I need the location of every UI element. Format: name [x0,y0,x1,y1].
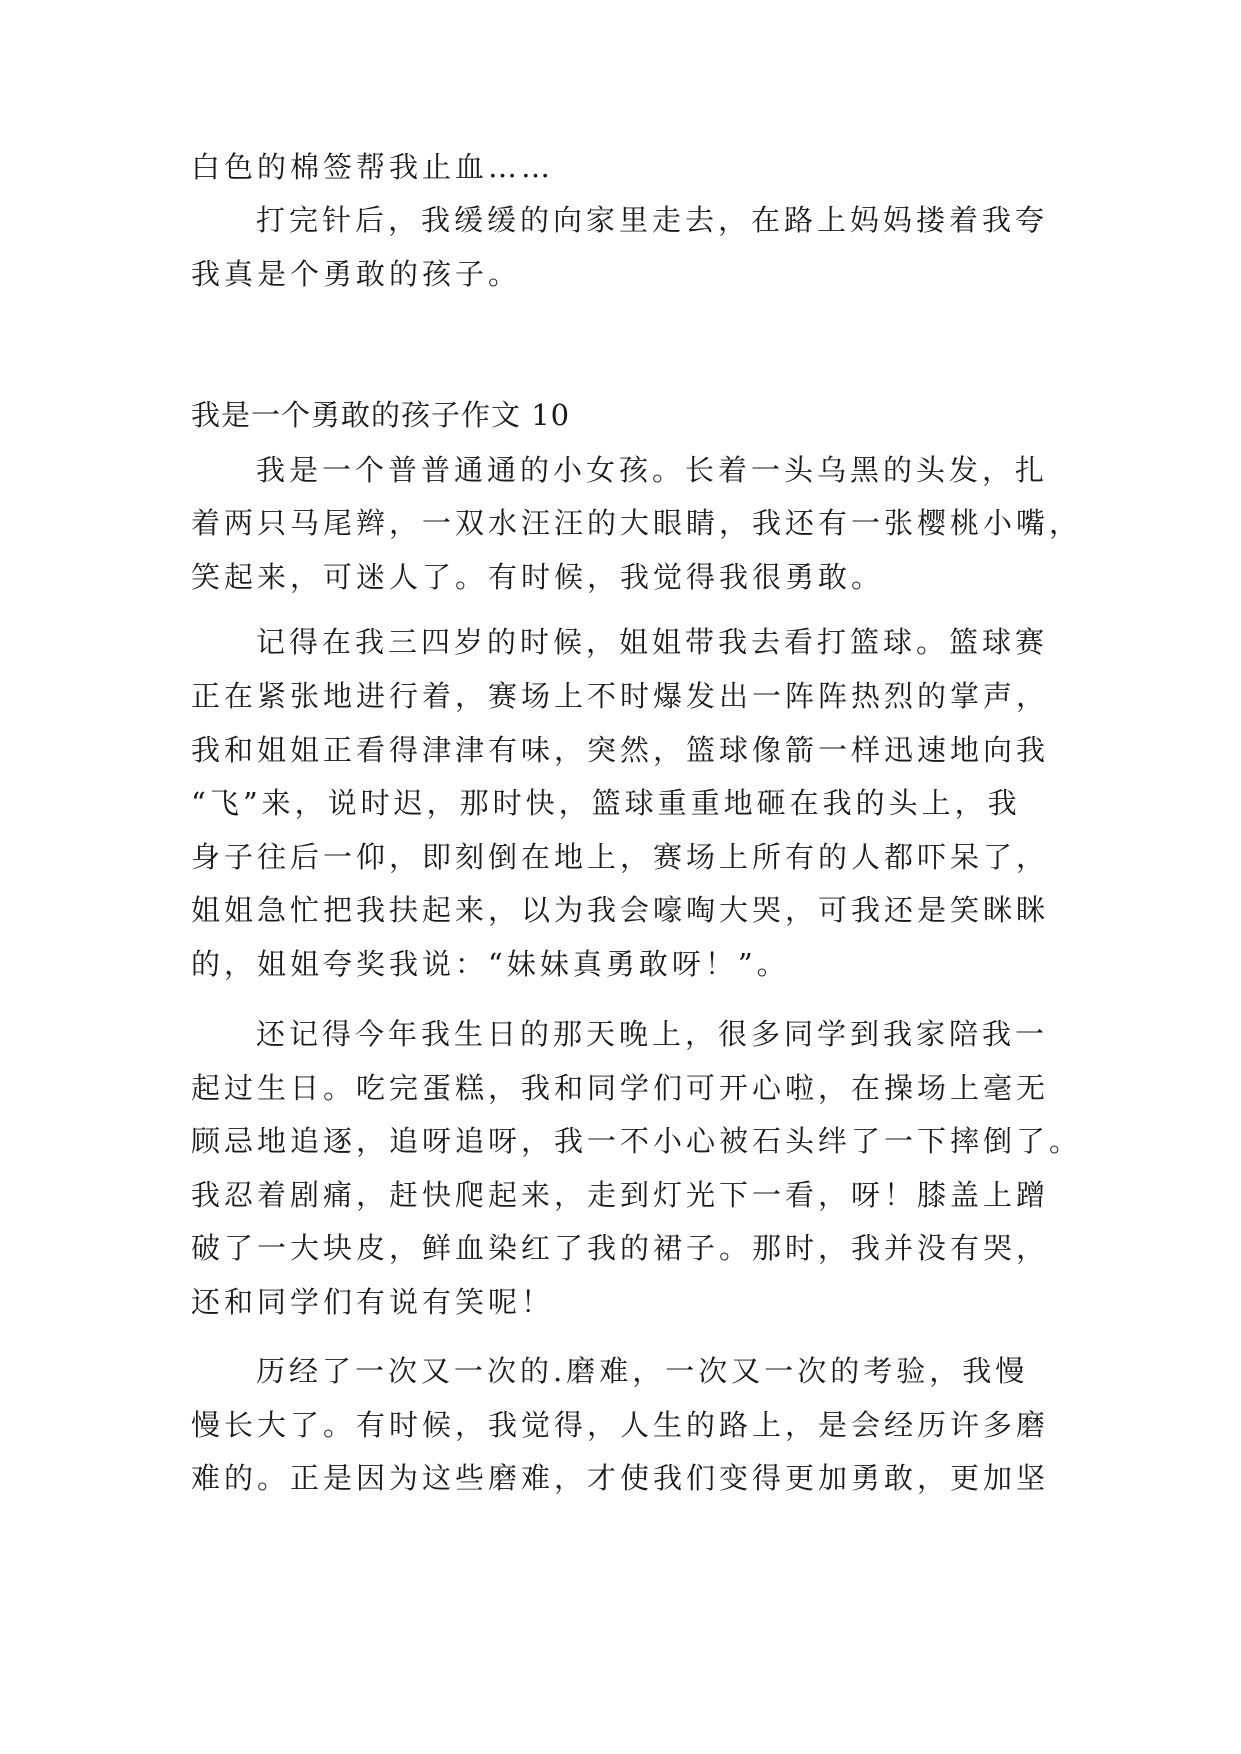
text-line: 起过生日。吃完蛋糕，我和同学们可开心啦，在操场上毫无 [191,1071,1050,1105]
text-line: 还和同学们有说有笑呢！ [191,1285,555,1319]
text-line: 白色的棉签帮我止血…… [191,150,555,184]
text-line: 我真是个勇敢的孩子。 [191,257,522,291]
text-line: 打完针后，我缓缓的向家里走去，在路上妈妈搂着我夸 [256,203,1049,237]
text-line: 正在紧张地进行着，赛场上不时爆发出一阵阵热烈的掌声， [191,679,1050,713]
text-line: 记得在我三四岁的时候，姐姐带我去看打篮球。篮球赛 [256,625,1049,659]
text-line: 我忍着剧痛，赶快爬起来，走到灯光下一看，呀！膝盖上蹭 [191,1178,1050,1212]
text-line: 笑起来，可迷人了。有时候，我觉得我很勇敢。 [191,560,885,594]
text-line: 姐姐急忙把我扶起来，以为我会嚎啕大哭，可我还是笑眯眯 [191,893,1050,927]
text-line: 我和姐姐正看得津津有味，突然，篮球像箭一样迅速地向我 [191,733,1050,767]
text-line: 慢长大了。有时候，我觉得，人生的路上，是会经历许多磨 [191,1408,1050,1442]
text-line: 顾忌地追逐，追呀追呀，我一不小心被石头绊了一下摔倒了。 [191,1124,1083,1158]
text-line: 身子往后一仰，即刻倒在地上，赛场上所有的人都吓呆了， [191,840,1050,874]
text-line: 难的。正是因为这些磨难，才使我们变得更加勇敢，更加坚 [191,1461,1050,1495]
text-line: 还记得今年我生日的那天晚上，很多同学到我家陪我一 [256,1017,1049,1051]
text-line: “飞”来，说时迟，那时快，篮球重重地砸在我的头上，我 [191,786,1021,820]
text-line: 历经了一次又一次的.磨难，一次又一次的考验，我慢 [256,1354,1029,1388]
text-line: 着两只马尾辫，一双水汪汪的大眼睛，我还有一张樱桃小嘴， [191,506,1083,540]
text-line: 我是一个普普通通的小女孩。长着一头乌黑的头发，扎 [256,453,1049,487]
section-title: 我是一个勇敢的孩子作文 10 [191,398,571,432]
text-line: 的，姐姐夸奖我说：“妹妹真勇敢呀！”。 [191,947,790,981]
text-line: 破了一大块皮，鲜血染红了我的裙子。那时，我并没有哭， [191,1231,1050,1265]
